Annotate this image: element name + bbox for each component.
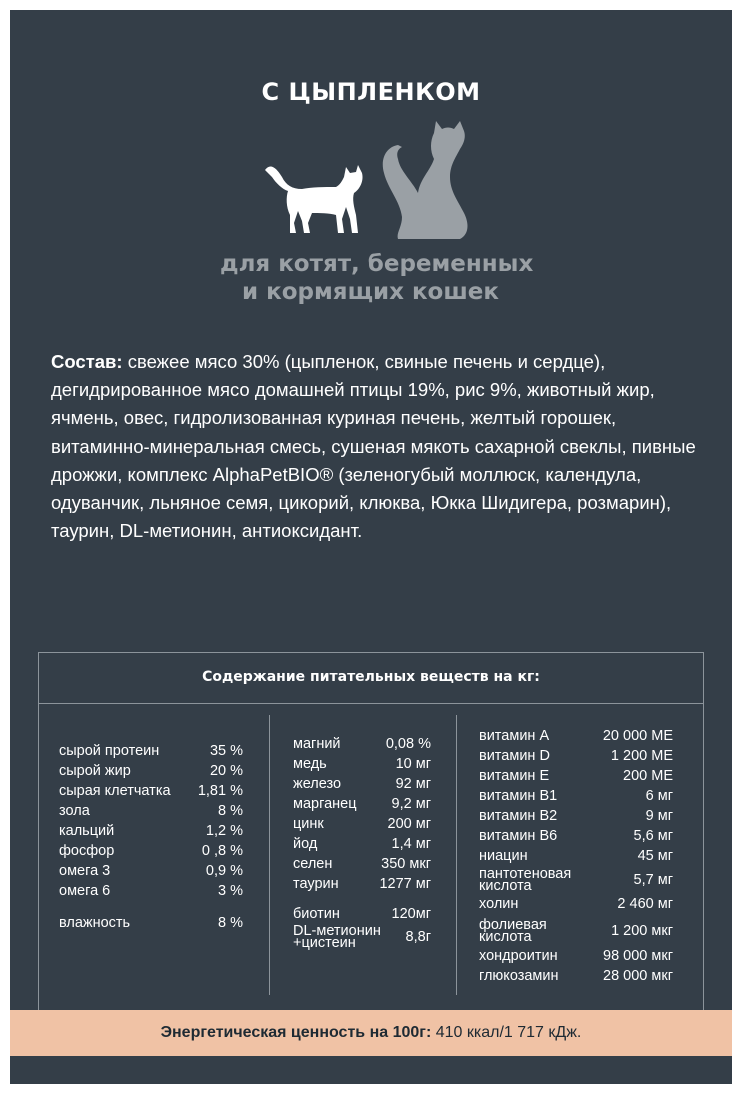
nutrient-name: йод (293, 836, 318, 852)
nutrient-value: 9,2 мг (391, 796, 431, 812)
subtitle-line-2: и кормящих кошек (242, 279, 499, 305)
nutrient-row (479, 896, 673, 912)
package-panel (10, 10, 732, 1084)
nutrient-name: витамин В2 (479, 808, 558, 824)
nutrient-name: влажность (59, 915, 131, 931)
nutrient-name: ниацин (479, 848, 528, 864)
kitten-icon (265, 165, 363, 233)
composition-line: витаминно-минеральная смесь, сушеная мякоть сахарной свеклы, пивные (51, 435, 696, 457)
column-divider (269, 715, 270, 995)
energy-band (10, 1010, 732, 1056)
nutrient-value: 1277 мг (379, 876, 431, 892)
nutrient-value: 35 % (209, 743, 243, 759)
nutrient-row (479, 968, 673, 984)
nutrient-row (293, 836, 431, 852)
nutrient-row (59, 743, 243, 759)
nutrient-row (479, 848, 673, 864)
nutrient-value: 200 МЕ (623, 768, 673, 784)
nutrient-row (293, 756, 431, 772)
nutrient-row (479, 828, 673, 844)
nutrient-name: омега 3 (59, 863, 111, 879)
nutrient-value: 10 мг (395, 756, 431, 772)
nutrient-name: витамин В1 (479, 788, 558, 804)
nutrient-row (293, 923, 431, 951)
nutrient-name: магний (293, 736, 341, 752)
nutrient-row (293, 876, 431, 892)
nutrient-row (59, 863, 243, 879)
adult-cat-icon (383, 121, 468, 239)
nutrient-value: 20 % (209, 763, 243, 779)
nutrient-name: пантотеновая кислота (479, 866, 572, 894)
nutrient-row (479, 866, 673, 894)
nutrient-name: глюкозамин (479, 968, 559, 984)
nutrient-name: витамин D (479, 748, 550, 764)
nutrient-value: 2 460 мг (617, 896, 673, 912)
composition-line: Состав: свежее мясо 30% (цыпленок, свиные печень и сердце), (51, 351, 606, 372)
nutrient-row (59, 823, 243, 839)
nutrient-value: 28 000 мкг (603, 968, 673, 984)
nutrient-value: 0 ,8 % (201, 843, 243, 859)
nutrient-row (479, 808, 673, 824)
subtitle-line-1: для котят, беременных (220, 251, 534, 277)
nutrient-name: зола (59, 803, 90, 819)
nutrient-name: биотин (293, 906, 340, 922)
energy-label: Энергетическая ценность на 100г: (160, 1024, 432, 1041)
nutrient-value: 0,08 % (385, 736, 431, 752)
nutrient-name: сырой протеин (59, 743, 160, 759)
nutrient-name: DL-метионин +цистеин (293, 923, 381, 951)
nutrient-row (293, 856, 431, 872)
nutrients-table (38, 652, 704, 1014)
nutrients-header (39, 653, 703, 704)
nutrient-row (293, 796, 431, 812)
nutrient-value: 5,7 мг (633, 872, 673, 888)
nutrient-value: 20 000 МЕ (602, 728, 673, 744)
nutrient-name: витамин В6 (479, 828, 558, 844)
nutrient-row (293, 736, 431, 752)
nutrient-name: холин (479, 896, 519, 912)
nutrient-value: 8 % (218, 915, 243, 931)
nutrient-value: 6 мг (645, 788, 673, 804)
nutrient-name: фосфор (59, 843, 115, 859)
nutrient-name: медь (293, 756, 327, 772)
composition-line: таурин, DL-метионин, антиоксидант. (51, 520, 363, 542)
nutrient-name: таурин (293, 876, 339, 892)
nutrient-value: 120мг (391, 906, 431, 922)
nutrient-name: омега 6 (59, 883, 111, 899)
nutrient-value: 8,8г (405, 929, 431, 945)
nutrient-name: витамин А (479, 728, 550, 744)
nutrient-value: 350 мкг (381, 856, 431, 872)
composition-block (51, 348, 701, 545)
nutrient-name: марганец (293, 796, 357, 812)
nutrient-value: 45 мг (637, 848, 673, 864)
nutrient-name: хондроитин (479, 948, 558, 964)
nutrient-value: 98 000 мкг (603, 948, 673, 964)
nutrient-row (293, 776, 431, 792)
composition-line: ячмень, овес, гидролизованная куриная печень, желтый горошек, (51, 407, 617, 429)
composition-line: дрожжи, комплекс AlphaPetBIO® (зеленогубый моллюск, календула, (51, 463, 642, 485)
composition-line: одуванчик, льняное семя, цикорий, клюква, Юкка Шидигера, розмарин), (51, 492, 672, 514)
energy-amount: 410 ккал/1 717 кДж. (431, 1024, 582, 1041)
nutrient-value: 1,81 % (197, 783, 243, 799)
product-title: С ЦЫПЛЕНКОМ (261, 78, 481, 106)
nutrient-row (59, 783, 243, 799)
nutrient-value: 1 200 МЕ (610, 748, 673, 764)
column-divider (456, 715, 457, 995)
nutrient-row (479, 948, 673, 964)
nutrient-name: витамин Е (479, 768, 550, 784)
nutrients-title: Содержание питательных веществ на кг: (202, 669, 540, 685)
target-audience (220, 250, 533, 306)
nutrient-row (479, 788, 673, 804)
nutrient-value: 8 % (218, 803, 243, 819)
nutrient-name: селен (293, 856, 333, 872)
nutrient-value: 1 200 мкг (611, 923, 673, 939)
nutrient-row (59, 843, 243, 859)
nutrient-name: кальций (59, 823, 115, 839)
nutrient-row (59, 883, 243, 899)
nutrient-name: фолиевая кислота (479, 917, 547, 945)
cats-illustration (260, 115, 490, 245)
nutrient-name: сырая клетчатка (59, 783, 171, 799)
composition-label: Состав: (51, 351, 123, 372)
nutrient-row (479, 768, 673, 784)
nutrient-value: 0,9 % (205, 863, 243, 879)
nutrient-row (59, 915, 243, 931)
nutrient-row (479, 917, 673, 945)
nutrient-name: железо (293, 776, 342, 792)
nutrient-row (293, 816, 431, 832)
energy-value (10, 1024, 732, 1042)
nutrient-name: сырой жир (59, 763, 131, 779)
composition-line: дегидрированное мясо домашней птицы 19%, рис 9%, животный жир, (51, 379, 655, 401)
nutrient-value: 9 мг (645, 808, 673, 824)
nutrient-value: 1,4 мг (391, 836, 431, 852)
nutrient-row (59, 763, 243, 779)
nutrient-value: 5,6 мг (633, 828, 673, 844)
nutrient-row (479, 728, 673, 744)
nutrient-row (59, 803, 243, 819)
nutrient-value: 92 мг (395, 776, 431, 792)
nutrient-row (479, 748, 673, 764)
nutrient-name: цинк (293, 816, 324, 832)
nutrient-row (293, 906, 431, 922)
nutrient-value: 200 мг (387, 816, 431, 832)
nutrient-value: 1,2 % (205, 823, 243, 839)
nutrient-value: 3 % (218, 883, 243, 899)
